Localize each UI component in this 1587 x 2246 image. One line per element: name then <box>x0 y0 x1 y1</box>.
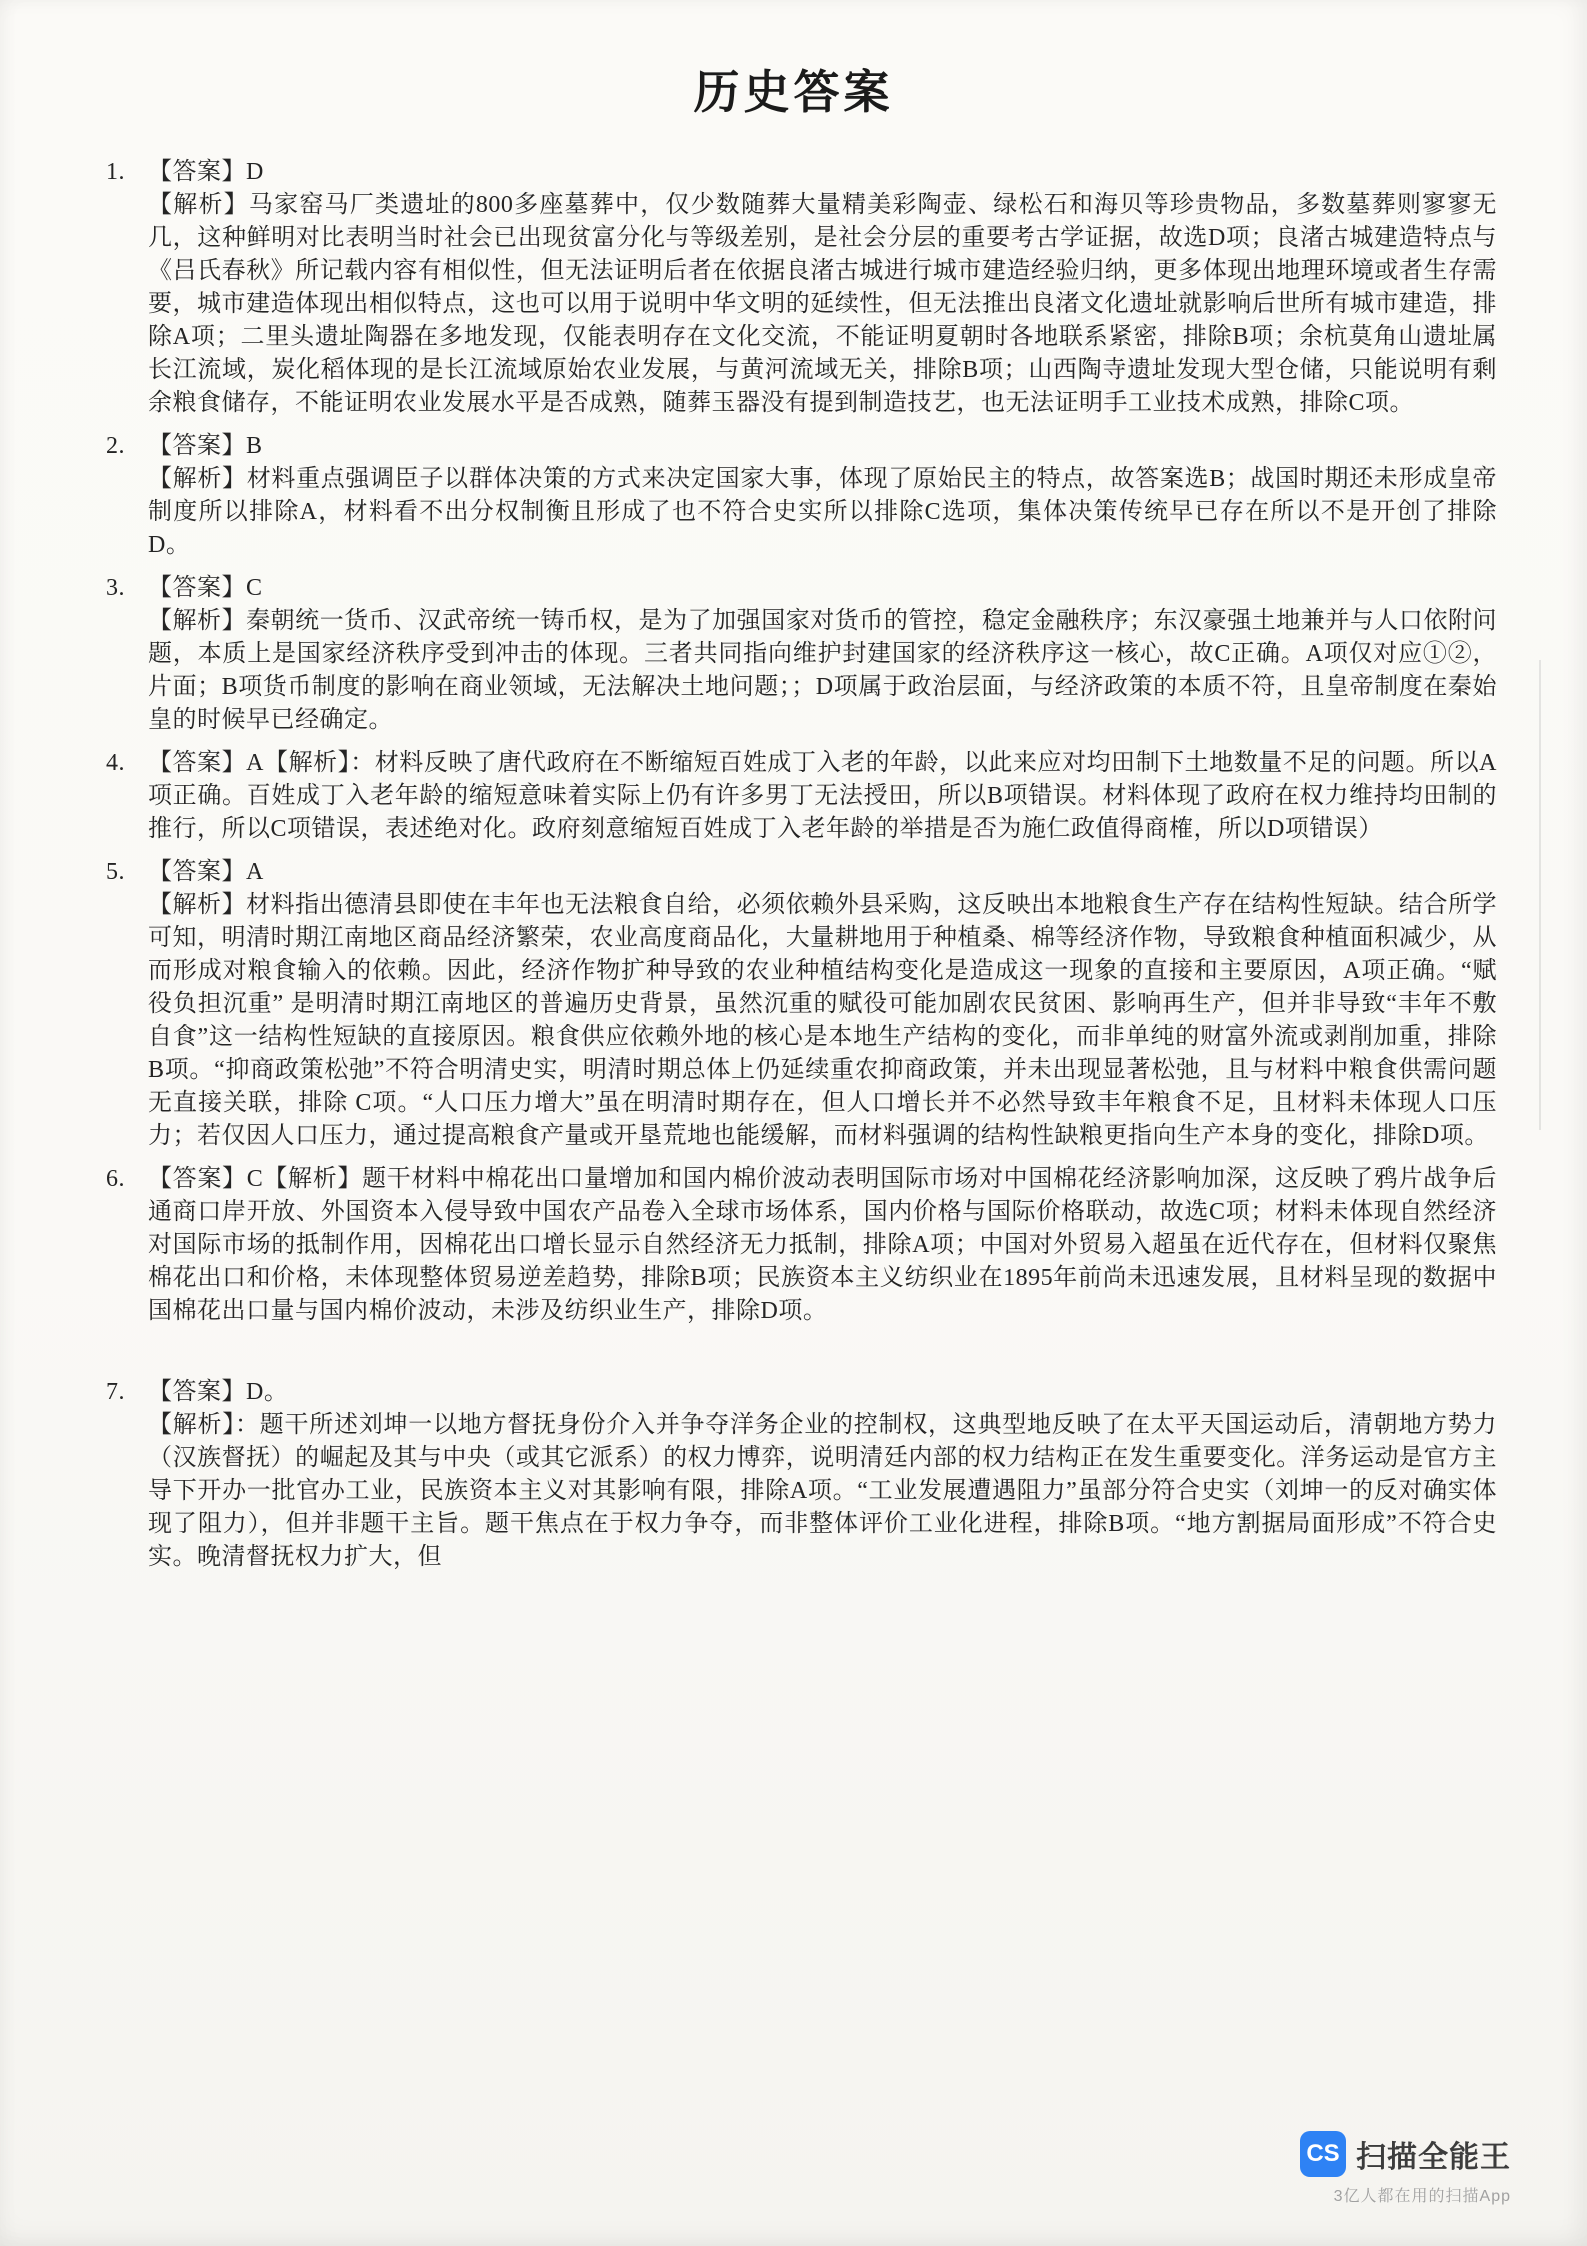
item-body <box>148 856 1497 1153</box>
answer-item <box>106 572 1497 737</box>
watermark-tagline: 3亿人都在用的扫描App <box>1333 2188 1511 2205</box>
answer-paragraph: 【答案】C【解析】题干材料中棉花出口量增加和国内棉价波动表明国际市场对中国棉花经济影响加深，这反映了鸦片战争后通商口岸开放、外国资本入侵导致中国农产品卷入全球市场体系，国内价格与国际价格联动，故选C项；材料未体现自然经济对国际市场的抵制作用，因棉花出口增长显示自然经济无力抵制，排除A项；中国对外贸易入超虽在近代存在，但材料仅聚焦棉花出口和价格，未体现整体贸易逆差趋势，排除B项；民族资本主义纺织业在1895年前尚未迅速发展，且材料呈现的数据中国棉花出口量与国内棉价波动，未涉及纺织业生产，排除D项。 <box>148 1166 1497 1324</box>
item-number: 5. <box>106 859 125 885</box>
answer-paragraph: 【答案】D。 <box>148 1379 289 1405</box>
scan-artifact-line <box>1539 660 1541 1130</box>
answer-paragraph: 【答案】A【解析】：材料反映了唐代政府在不断缩短百姓成丁入老的年龄，以此来应对均田制下土地数量不足的问题。所以A项正确。百姓成丁入老年龄的缩短意味着实际上仍有许多男丁无法授田，所以B项错误。材料体现了政府在权力维持均田制的推行，所以C项错误，表述绝对化。政府刻意缩短百姓成丁入老年龄的举措是否为施仁政值得商榷，所以D项错误） <box>148 750 1497 842</box>
answer-paragraph: 【解析】马家窑马厂类遗址的800多座墓葬中，仅少数随葬大量精美彩陶壶、绿松石和海贝等珍贵物品，多数墓葬则寥寥无几，这种鲜明对比表明当时社会已出现贫富分化与等级差别，是社会分层的重要考古学证据，故选D项；良渚古城建造特点与《吕氏春秋》所记载内容有相似性，但无法证明后者在依据良渚古城进行城市建造经验归纳，更多体现出地理环境或者生存需要，城市建造体现出相似特点，这也可以用于说明中华文明的延续性，但无法推出良渚文化遗址就影响后世所有城市建造，排除A项；二里头遗址陶器在多地发现，仅能表明存在文化交流，不能证明夏朝时各地联系紧密，排除B项；余杭莫角山遗址属长江流域，炭化稻体现的是长江流域原始农业发展，与黄河流域无关，排除B项；山西陶寺遗址发现大型仓储，只能说明有剩余粮食储存，不能证明农业发展水平是否成熟，随葬玉器没有提到制造技艺，也无法证明手工业技术成熟，排除C项。 <box>148 192 1497 416</box>
item-body <box>148 747 1497 846</box>
answer-item <box>106 430 1497 562</box>
item-number: 1. <box>106 159 125 185</box>
answer-paragraph: 【答案】A <box>148 859 264 885</box>
item-body <box>148 430 1497 562</box>
item-body <box>148 1376 1497 1574</box>
answer-paragraph: 【解析】材料指出德清县即使在丰年也无法粮食自给，必须依赖外县采购，这反映出本地粮食生产存在结构性短缺。结合所学可知，明清时期江南地区商品经济繁荣，农业高度商品化，大量耕地用于种植桑、棉等经济作物，导致粮食种植面积减少，从而形成对粮食输入的依赖。因此，经济作物扩种导致的农业种植结构变化是造成这一现象的直接和主要原因，A项正确。“赋役负担沉重” 是明清时期江南地区的普遍历史背景，虽然沉重的赋役可能加剧农民贫困、影响再生产，但并非导致“丰年不敷自食”这一结构性短缺的直接原因。粮食供应依赖外地的核心是本地生产结构的变化，而非单纯的财富外流或剥削加重，排除 B项。“抑商政策松弛”不符合明清史实，明清时期总体上仍延续重农抑商政策，并未出现显著松弛，且与材料中粮食供需问题无直接关联，排除 C项。“人口压力增大”虽在明清时期存在，但人口增长并不必然导致丰年粮食不足，且材料未体现人口压力；若仅因人口压力，通过提高粮食产量或开垦荒地也能缓解，而材料强调的结构性缺粮更指向生产本身的变化，排除D项。 <box>148 892 1497 1149</box>
answer-paragraph: 【解析】秦朝统一货币、汉武帝统一铸币权，是为了加强国家对货币的管控，稳定金融秩序；东汉豪强土地兼并与人口依附问题，本质上是国家经济秩序受到冲击的体现。三者共同指向维护封建国家的经济秩序这一核心，故C正确。A项仅对应①②，片面；B项货币制度的影响在商业领域，无法解决土地问题；；D项属于政治层面，与经济政策的本质不符，且皇帝制度在秦始皇的时候早已经确定。 <box>148 608 1497 733</box>
item-number: 7. <box>106 1379 125 1405</box>
item-number: 2. <box>106 433 125 459</box>
item-body <box>148 156 1497 420</box>
answer-item <box>106 856 1497 1153</box>
answer-paragraph: 【答案】C <box>148 575 263 601</box>
answer-item <box>106 1376 1497 1574</box>
answer-paragraph: 【解析】材料重点强调臣子以群体决策的方式来决定国家大事，体现了原始民主的特点，故答案选B；战国时期还未形成皇帝制度所以排除A，材料看不出分权制衡且形成了也不符合史实所以排除C选项，集体决策传统早已存在所以不是开创了排除D。 <box>148 466 1497 558</box>
watermark-row <box>1300 2131 1511 2177</box>
answer-paragraph: 【答案】D <box>148 159 264 185</box>
item-number: 4. <box>106 750 125 776</box>
item-number: 6. <box>106 1166 125 1192</box>
answer-item <box>106 747 1497 846</box>
item-number: 3. <box>106 575 125 601</box>
answers-list <box>0 122 1587 1574</box>
answer-paragraph: 【解析】：题干所述刘坤一以地方督抚身份介入并争夺洋务企业的控制权，这典型地反映了在太平天国运动后，清朝地方势力（汉族督抚）的崛起及其与中央（或其它派系）的权力博弈，说明清廷内部的权力结构正在发生重要变化。洋务运动是官方主导下开办一批官办工业，民族资本主义对其影响有限，排除A项。“工业发展遭遇阻力”虽部分符合史实（刘坤一的反对确实体现了阻力），但并非题干主旨。题干焦点在于权力争夺，而非整体评价工业化进程，排除B项。“地方割据局面形成”不符合史实。晚清督抚权力扩大，但 <box>148 1412 1497 1570</box>
camscanner-watermark <box>1300 2131 1511 2206</box>
answer-item <box>106 156 1497 420</box>
answer-item <box>106 1163 1497 1328</box>
answer-paragraph: 【答案】B <box>148 433 263 459</box>
item-body <box>148 1163 1497 1328</box>
item-body <box>148 572 1497 737</box>
watermark-app-name: 扫描全能王 <box>1356 2141 1511 2174</box>
page-title: 历史答案 <box>693 67 894 118</box>
camscanner-logo-icon: CS <box>1300 2131 1346 2177</box>
